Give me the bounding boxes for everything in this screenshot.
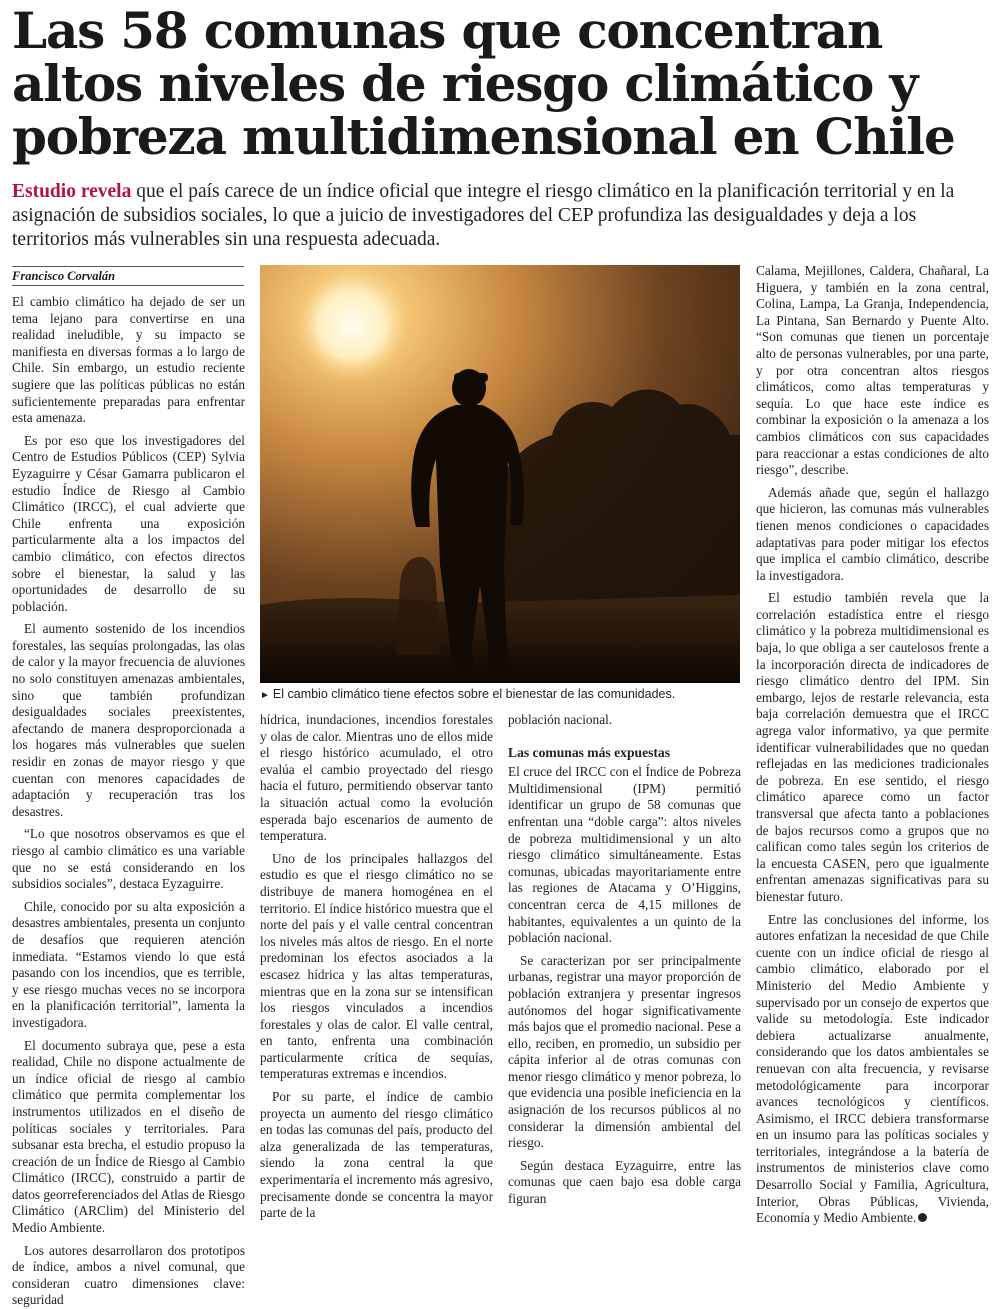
paragraph: Calama, Mejillones, Caldera, Chañaral, La Higuera, y también en la zona central, Colina, Lampa, La Granja, Independencia, La Pintana, San Bernardo y Puente Alto. “Son comunas que tienen un porcentaje alto de personas vulnerables, por una parte, y por otra concentran altos riesgos climáticos, como altas temperaturas y sequía. Lo que hace este índice es combinar la exposición o la amenaza a los cambios climáticos con sus capacidades para reaccionar a estas condiciones de alto riesgo”, describe. [756,263,989,478]
paragraph: El documento subraya que, pese a esta realidad, Chile no dispone actualmente de un índice oficial de riesgo al cambio climático que permita complementar los instrumentos utilizados en el diseño de políticas sociales y territoriales. Para subsanar esta brecha, el estudio propuso la creación de un Índice de Riesgo al Cambio Climático (IRCC), construido a partir de datos georreferenciados del Atlas de Riesgo Climático (ARClim) del Ministerio del Medio Ambiente. [12,1037,245,1236]
paragraph: El aumento sostenido de los incendios forestales, las sequías prolongadas, las olas de calor y la mayor frecuencia de aluviones no solo constituyen amenazas ambientales, sino que también profundizan desigualdades sociales preexistentes, afectando de manera desproporcionada a los hogares más vulnerables que suelen residir en zonas de mayor riesgo y que cuentan con menores capacidades de adaptación y recuperación tras los desastres. [12,621,245,819]
lead-kicker: Estudio revela [12,181,132,202]
paragraph: Los autores desarrollaron dos prototipos de índice, ambos a nivel comunal, que consideran cuatro dimensiones clave: seguridad [12,1242,245,1308]
body-column-3 [508,712,741,1207]
paragraph: hídrica, inundaciones, incendios forestales y olas de calor. Mientras uno de ellos mide el riesgo histórico acumulado, el otro evalúa el cambio proyectado del riesgo hacia el futuro, permitiendo observar tanto la situación actual como la evolución esperada bajo escenarios de aumento de temperatura. [260,712,493,844]
body-column-4 [756,263,989,1226]
paragraph-last-text: Entre las conclusiones del informe, los autores enfatizan la necesidad de que Chile cuente con un índice oficial de riesgo al cambio climático, elaborado por el Ministerio del Medio Ambiente y supervisado por un consejo de expertos que valide su metodología. Este indicador debiera actualizarse anualmente, considerando que los datos ambientales se renuevan con alta frecuencia, y revisarse metodológicamente para incorporar avances tecnológicos y científicos. Asimismo, el IRCC debiera transformarse en un insumo para las políticas sociales y territoriales, integrándose a la batería de instrumentos de ministerios clave como Desarrollo Social y Familia, Agricultura, Interior, Obras Públicas, Vivienda, Economía y Medio Ambiente. [756,911,989,1226]
photo-caption [260,687,740,703]
paragraph: Uno de los principales hallazgos del estudio es que el riesgo climático no se distribuye de manera homogénea en el territorio. El índice histórico muestra que el norte del país y el valle central concentran los niveles más altos de riesgo. En el norte predominan los efectos asociados a la escasez hídrica y las altas temperaturas, mientras que en la zona sur se intensifican los riesgos vinculados a incendios forestales y olas de calor. El valle central, en tanto, enfrenta una combinación particularmente crítica de sequías, temperaturas extremas e incendios. [260,850,493,1082]
article-lead [12,180,987,252]
caption-arrow-icon: ► [260,690,270,701]
end-of-article-icon [918,1213,927,1222]
paragraph: “Lo que nosotros observamos es que el riesgo al cambio climático es una variable que no se está considerando en los subsidios sociales”, destaca Eyzaguirre. [12,826,245,892]
paragraph: El cruce del IRCC con el Índice de Pobreza Multidimensional (IPM) permitió identificar un grupo de 58 comunas que enfrentan una “doble carga”: altos niveles de pobreza multidimensional y un alto riesgo climático simultáneamente. Estas comunas, ubicadas mayoritariamente entre las regiones de Atacama y O’Higgins, concentran cerca de 4,15 millones de habitantes, equivalentes a un quinto de la población nacional. [508,764,741,946]
article-headline: Las 58 comunas que concentran altos niveles de riesgo climático y pobreza multidimensional en Chile [12,1,955,166]
paragraph-last [756,912,989,1227]
paragraph: Según destaca Eyzaguirre, entre las comunas que caen bajo esa doble carga figuran [508,1157,741,1207]
photo-silhouette-image [260,265,740,683]
byline: Francisco Corvalán [12,266,244,286]
section-subhead: Las comunas más expuestas [508,744,671,760]
paragraph: Chile, conocido por su alta exposición a desastres ambientales, presenta un conjunto de desafíos que requieren atención inmediata. “Estamos viendo lo que está pasando con los incendios, que es terrible, y ese riesgo muchas veces no se incorpora en la planificación territorial”, lamenta la investigadora. [12,898,245,1030]
body-column-1 [12,294,245,1308]
paragraph: Además añade que, según el hallazgo que hicieron, las comunas más vulnerables tienen menos condiciones o capacidades adaptativas para poder mitigar los efectos que implica el cambio climático, describe la investigadora. [756,484,989,583]
paragraph: El cambio climático ha dejado de ser un tema lejano para convertirse en una realidad ineludible, y su impacto se manifiesta en diversas formas a lo largo de Chile. Sin embargo, un estudio reciente sugiere que las políticas públicas no están suficientemente preparadas para enfrentar esta amenaza. [12,294,245,426]
paragraph: población nacional. [508,712,613,727]
paragraph: Es por eso que los investigadores del Centro de Estudios Públicos (CEP) Sylvia Eyzaguirre y César Gamarra publicaron el estudio Índice de Riesgo al Cambio Climático (IRCC), el cual advierte que Chile enfrenta una exposición particularmente alta a los impactos del cambio climático, con efectos directos sobre el bienestar, la salud y las oportunidades de desarrollo de su población. [12,432,245,614]
lead-text: que el país carece de un índice oficial que integre el riesgo climático en la planificación territorial y en la asignación de subsidios sociales, lo que a juicio de investigadores del CEP profundiza las desigualdades y deja a los territorios más vulnerables sin una respuesta adecuada. [12,181,955,250]
article-photo [260,265,740,683]
body-column-2 [260,712,493,1221]
paragraph: Se caracterizan por ser principalmente urbanas, registrar una mayor proporción de población extranjera y presentar ingresos autónomos del hogar significativamente más bajos que el promedio nacional. Pese a ello, reciben, en promedio, un subsidio per cápita inferior al de otras comunas con menor riesgo climático y menor pobreza, lo que evidencia una posible ineficiencia en la asignación de los recursos públicos al no considerar la dimensión ambiental del riesgo. [508,952,741,1151]
paragraph: Por su parte, el índice de cambio proyecta un aumento del riesgo climático en todas las comunas del país, producto del alza generalizada de las temperaturas, siendo la zona central la que experimentaría el incremento más agresivo, precisamente donde se concentra la mayor parte de la [260,1089,493,1221]
photo-caption-text: El cambio climático tiene efectos sobre el bienestar de las comunidades. [272,687,676,701]
paragraph: El estudio también revela que la correlación estadística entre el riesgo climático y la pobreza multidimensional es baja, lo que obliga a ser cautelosos frente a la incorporación directa de indicadores de riesgo climático dentro del IPM. Sin embargo, lejos de restarle relevancia, esta baja correlación demuestra que el IRCC agrega valor informativo, ya que permite identificar vulnerabilidades que no quedan reflejadas en las mediciones tradicionales de pobreza. En ese sentido, el riesgo climático aparece como un factor transversal que afecta tanto a poblaciones de bajos recursos como a grupos que no califican como tales según los criterios de la encuesta CASEN, pero que igualmente enfrentan amenazas significativas para su bienestar futuro. [756,590,989,904]
